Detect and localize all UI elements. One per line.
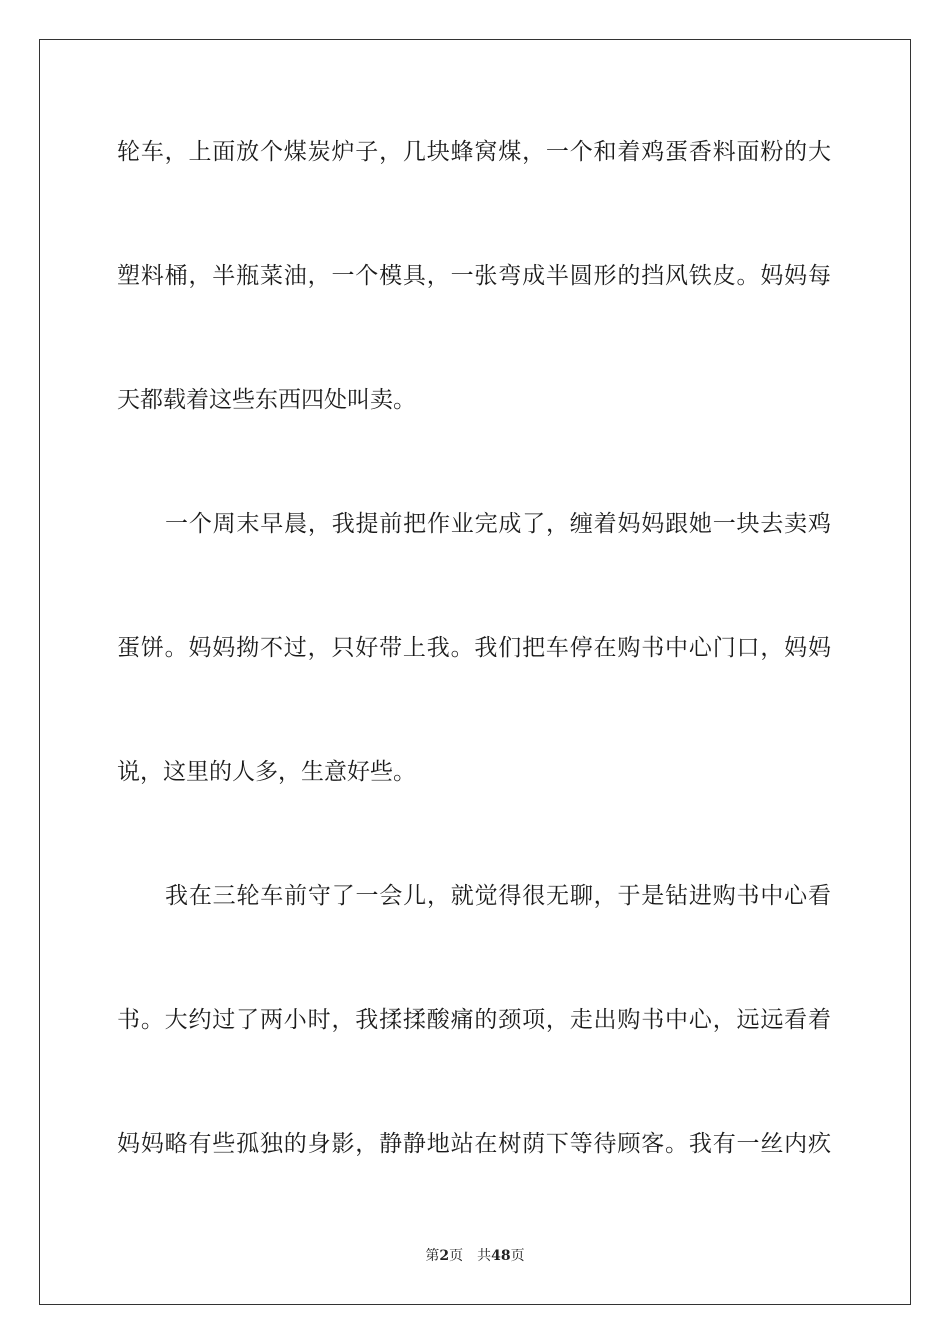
text-line-4: 一个周末早晨，我提前把作业完成了，缠着妈妈跟她一块去卖鸡 [165,511,831,537]
text-line-9: 妈妈略有些孤独的身影，静静地站在树荫下等待顾客。我有一丝内疚 [117,1131,831,1157]
page-prefix: 第 [425,1248,440,1264]
text-line-1: 轮车，上面放个煤炭炉子，几块蜂窝煤，一个和着鸡蛋香料面粉的大 [117,139,831,165]
text-line-6: 说，这里的人多，生意好些。 [117,759,416,785]
page-footer [0,1247,950,1265]
total-suffix: 页 [510,1248,525,1264]
text-line-3: 天都载着这些东西四处叫卖。 [117,387,416,413]
page-suffix: 页 [449,1248,464,1264]
text-line-2: 塑料桶，半瓶菜油，一个模具，一张弯成半圆形的挡风铁皮。妈妈每 [117,263,831,289]
page-border [39,39,911,1305]
page-number: 2 [439,1248,450,1264]
text-line-8: 书。大约过了两小时，我揉揉酸痛的颈项，走出购书中心，远远看着 [117,1007,831,1033]
text-line-5: 蛋饼。妈妈拗不过，只好带上我。我们把车停在购书中心门口，妈妈 [117,635,831,661]
total-pages: 48 [491,1248,511,1264]
text-line-7: 我在三轮车前守了一会儿，就觉得很无聊，于是钻进购书中心看 [165,883,831,909]
total-prefix: 共 [477,1248,492,1264]
